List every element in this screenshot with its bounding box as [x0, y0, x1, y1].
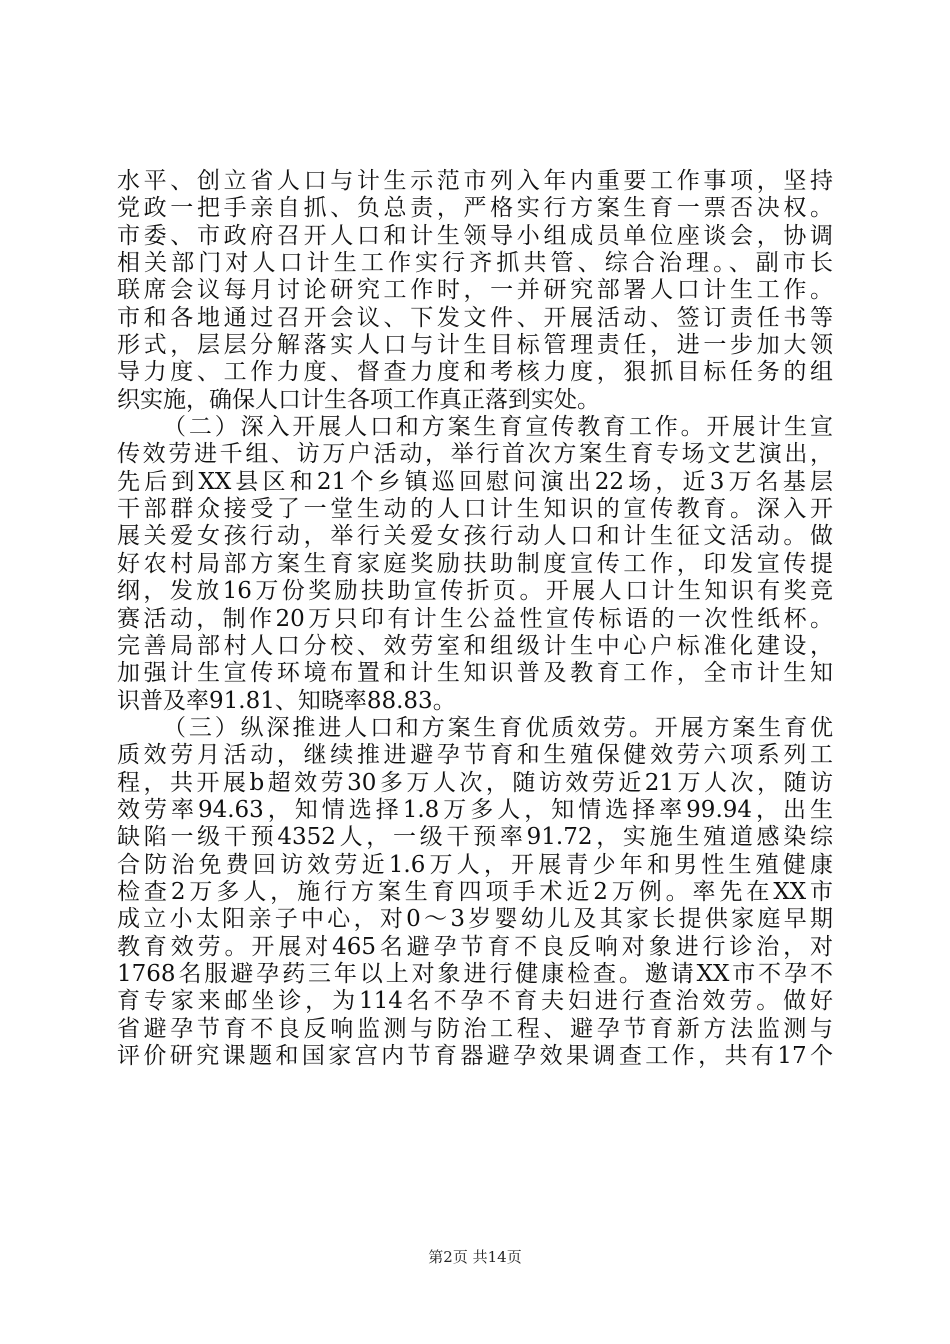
text-line: 成立小太阳亲子中心，对0～3岁婴幼儿及其家长提供家庭早期 [117, 906, 833, 933]
text-line: 赛活动，制作20万只印有计生公益性宣传标语的一次性纸杯。 [117, 605, 833, 632]
text-line: 育专家来邮坐诊，为114名不孕不育夫妇进行查治效劳。做好 [117, 988, 833, 1015]
text-line: 加强计生宣传环境布置和计生知识普及教育工作，全市计生知 [117, 660, 833, 687]
text-line: 水平、创立省人口与计生示范市列入年内重要工作事项，坚持 [117, 168, 833, 194]
text-line: （二）深入开展人口和方案生育宣传教育工作。开展计生宣 [163, 414, 833, 441]
text-line: 形式，层层分解落实人口与计生目标管理责任，进一步加大领 [117, 332, 833, 359]
text-line: 缺陷一级干预4352人，一级干预率91.72，实施生殖道感染综 [117, 824, 833, 851]
text-line: 党政一把手亲自抓、负总责，严格实行方案生育一票否决权。 [117, 195, 833, 222]
text-line: 干部群众接受了一堂生动的人口计生知识的宣传教育。深入开 [117, 496, 833, 523]
text-line: 评价研究课题和国家宫内节育器避孕效果调查工作，共有17个 [117, 1043, 833, 1069]
text-line: 教育效劳。开展对465名避孕节育不良反响对象进行诊治，对 [117, 933, 833, 960]
text-line: 识普及率91.81、知晓率88.83。 [117, 687, 456, 714]
text-line: 市和各地通过召开会议、下发文件、开展活动、签订责任书等 [117, 304, 833, 331]
text-line: 市委、市政府召开人口和计生领导小组成员单位座谈会，协调 [117, 222, 833, 249]
text-line: 织实施，确保人口计生各项工作真正落到实处。 [117, 386, 600, 413]
text-line: 省避孕节育不良反响监测与防治工程、避孕节育新方法监测与 [117, 1015, 833, 1042]
text-line: 检查2万多人，施行方案生育四项手术近2万例。率先在XX市 [117, 878, 833, 905]
body-text [117, 168, 833, 1070]
text-line: 合防治免费回访效劳近1.6万人，开展青少年和男性生殖健康 [117, 851, 833, 878]
text-line: 纲，发放16万份奖励扶助宣传折页。开展人口计生知识有奖竞 [117, 578, 833, 605]
text-line: 相关部门对人口计生工作实行齐抓共管、综合治理。、副市长 [117, 250, 833, 277]
text-line: 联席会议每月讨论研究工作时，一并研究部署人口计生工作。 [117, 277, 833, 304]
text-line: 质效劳月活动，继续推进避孕节育和生殖保健效劳六项系列工 [117, 742, 833, 769]
text-line: 程，共开展b超效劳30多万人次，随访效劳近21万人次，随访 [117, 769, 833, 796]
text-line: 好农村局部方案生育家庭奖励扶助制度宣传工作，印发宣传提 [117, 550, 833, 577]
text-line: 1768名服避孕药三年以上对象进行健康检查。邀请XX市不孕不 [117, 960, 833, 987]
text-line: 先后到XX县区和21个乡镇巡回慰问演出22场，近3万名基层 [117, 468, 833, 495]
text-line: 导力度、工作力度、督查力度和考核力度，狠抓目标任务的组 [117, 359, 833, 386]
text-line: 传效劳进千组、访万户活动，举行首次方案生育专场文艺演出， [117, 441, 833, 468]
page-number-footer: 第2页 共14页 [428, 1248, 522, 1266]
text-line: 完善局部村人口分校、效劳室和组级计生中心户标准化建设， [117, 632, 833, 659]
text-line: 效劳率94.63，知情选择1.8万多人，知情选择率99.94，出生 [117, 796, 833, 823]
text-line: 展关爱女孩行动，举行关爱女孩行动人口和计生征文活动。做 [117, 523, 833, 550]
text-line: （三）纵深推进人口和方案生育优质效劳。开展方案生育优 [163, 714, 833, 741]
